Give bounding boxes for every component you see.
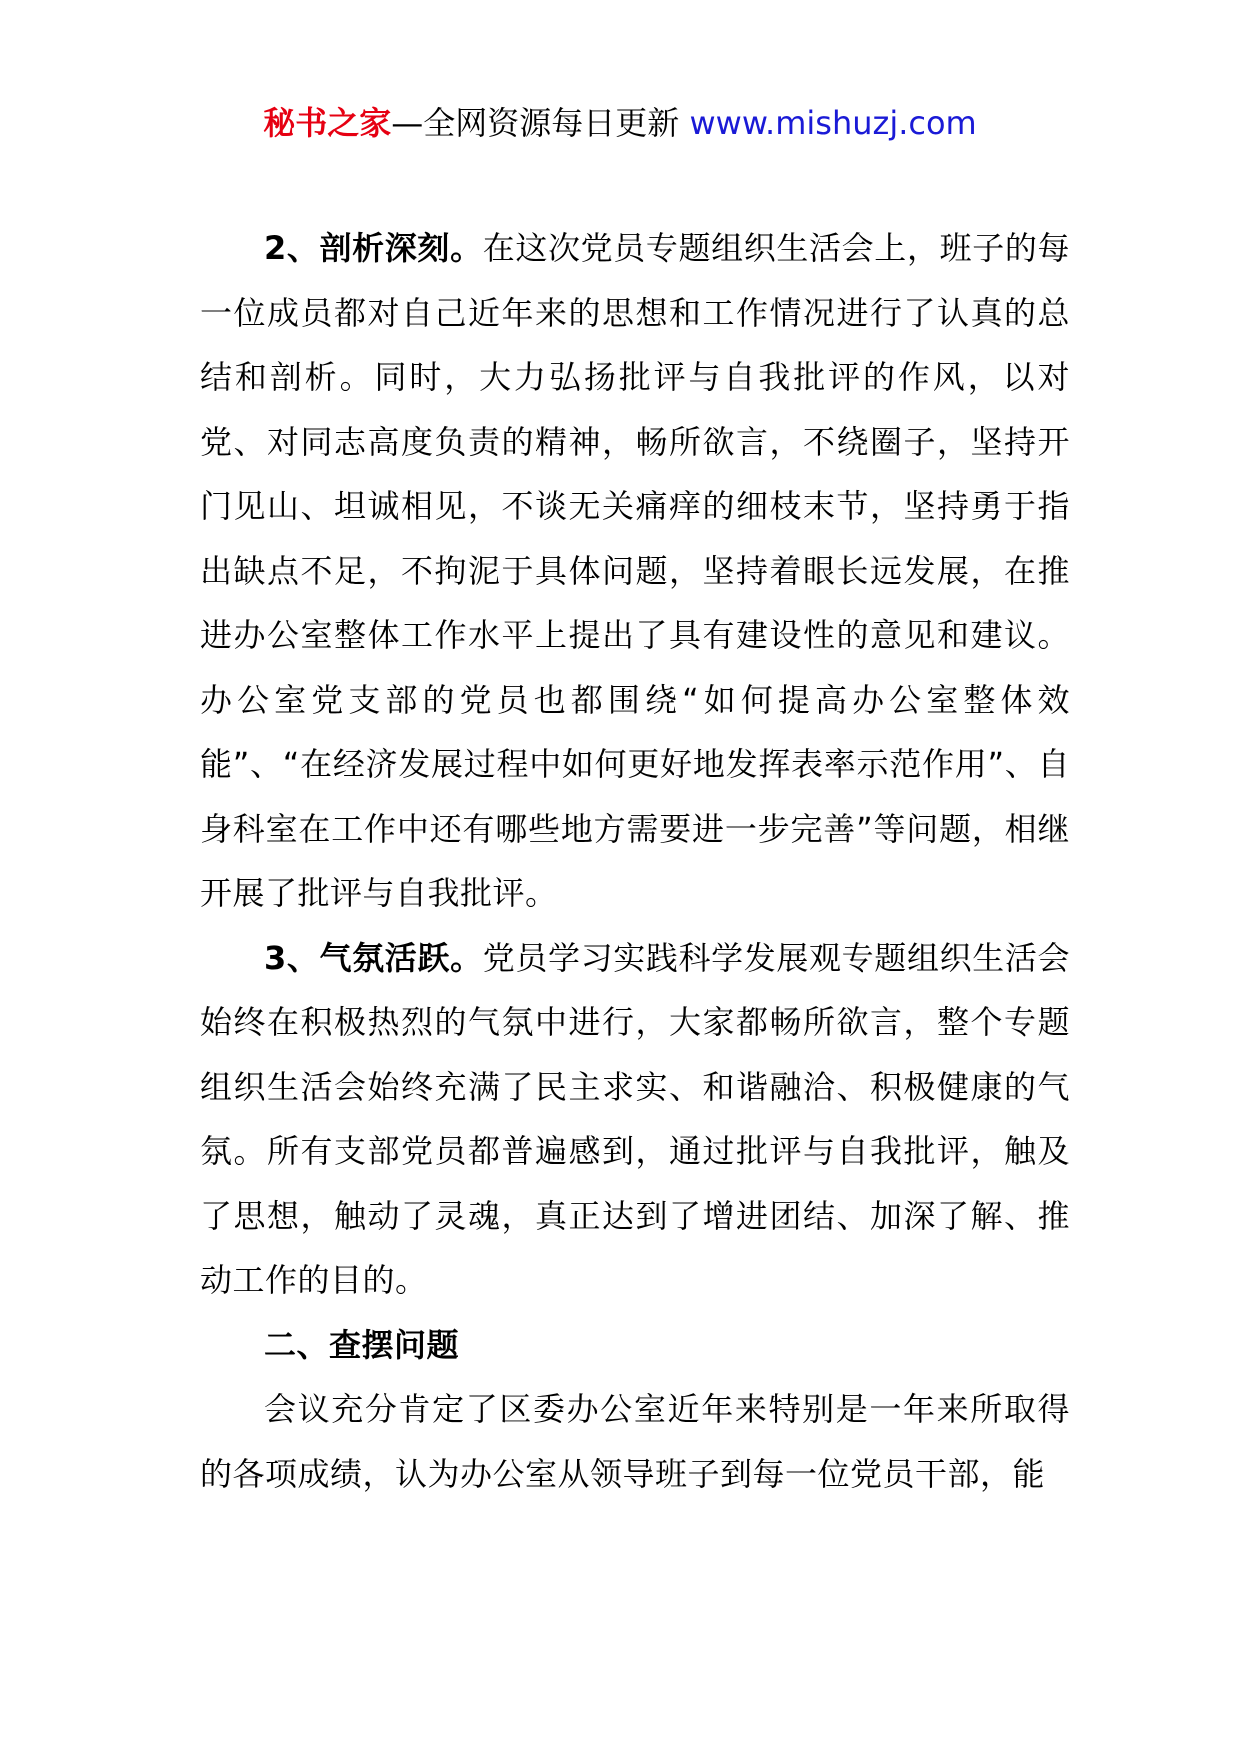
brand-name: 秘书之家 bbox=[263, 104, 392, 142]
section-heading: 二、查摆问题 bbox=[264, 1325, 460, 1364]
paragraph-text: 党员学习实践科学发展观专题组织生活会始终在积极热烈的气氛中进行，大家都畅所欲言，整个专题组织生活会始终充满了民主求实、和谐融洽、积极健康的气氛。所有支部党员都普遍感到，通过批评与自我批评，触及了思想，触动了灵魂，真正达到了增进团结、加深了解、推动工作的目的。 bbox=[200, 938, 1070, 1299]
paragraph-analysis bbox=[200, 216, 1070, 926]
document-body bbox=[200, 216, 1070, 1506]
paragraph-text: 在这次党员专题组织生活会上，班子的每一位成员都对自己近年来的思想和工作情况进行了认真的总结和剖析。同时，大力弘扬批评与自我批评的作风，以对党、对同志高度负责的精神，畅所欲言，不绕圈子，坚持开门见山、坦诚相见，不谈无关痛痒的细枝末节，坚持勇于指出缺点不足，不拘泥于具体问题，坚持着眼长远发展，在推进办公室整体工作水平上提出了具有建设性的意见和建议。办公室党支部的党员也都围绕“如何提高办公室整体效能”、“在经济发展过程中如何更好地发挥表率示范作用”、自身科室在工作中还有哪些地方需要进一步完善”等问题，相继开展了批评与自我批评。 bbox=[200, 229, 1070, 912]
page-header bbox=[0, 100, 1240, 146]
paragraph-lead: 2、剖析深刻。 bbox=[264, 229, 483, 267]
paragraph-lead: 3、气氛活跃。 bbox=[264, 938, 483, 977]
header-tagline: —全网资源每日更新 bbox=[391, 104, 690, 142]
paragraph-atmosphere bbox=[200, 926, 1070, 1313]
website-link[interactable]: www.mishuzj.com bbox=[689, 104, 977, 142]
paragraph-closing: 会议充分肯定了区委办公室近年来特别是一年来所取得的各项成绩，认为办公室从领导班子到每一位党员干部，能 bbox=[200, 1390, 1070, 1493]
